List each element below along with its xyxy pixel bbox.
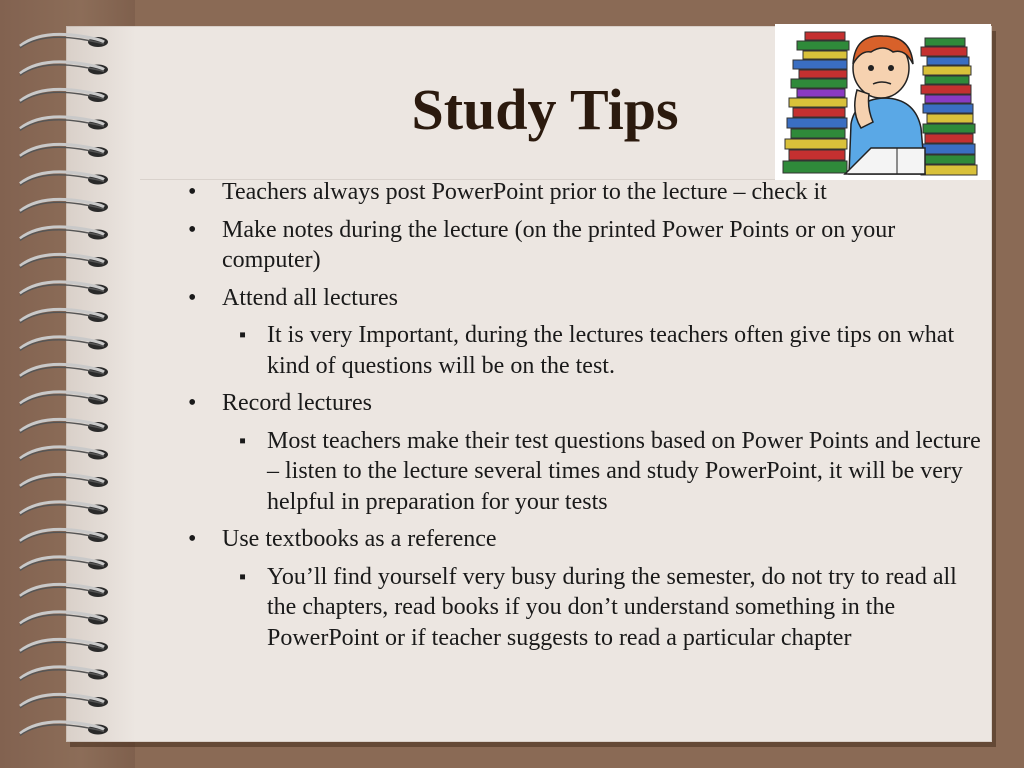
- spiral-ring-icon: [20, 529, 108, 543]
- spiral-ring-icon: [20, 722, 108, 736]
- student-icon: [845, 36, 925, 174]
- spiral-ring-icon: [20, 62, 108, 76]
- spiral-ring-icon: [20, 364, 108, 378]
- bullet-item: • Teachers always post PowerPoint prior to the lecture – check it: [186, 177, 986, 208]
- spiral-ring-icon: [20, 392, 108, 406]
- sub-bullet-item: ▪ You’ll find yourself very busy during the semester, do not try to read all the chapters, read books if you don’t understand something in the PowerPoint or if teacher suggests to read a particular chapter: [230, 562, 986, 654]
- spiral-ring-icon: [20, 254, 108, 268]
- spiral-ring-icon: [20, 694, 108, 708]
- slide-title: Study Tips: [411, 77, 679, 142]
- spiral-ring-icon: [20, 474, 108, 488]
- bullet-list: [186, 177, 986, 660]
- spiral-ring-icon: [20, 667, 108, 681]
- spiral-ring-icon: [20, 337, 108, 351]
- right-book-stack-icon: [921, 38, 977, 175]
- spiral-ring-icon: [20, 612, 108, 626]
- student-clipart: [775, 24, 991, 180]
- bullet-item: • Use textbooks as a reference: [186, 524, 986, 555]
- bullet-item: • Make notes during the lecture (on the printed Power Points or on your computer): [186, 215, 986, 276]
- spiral-ring-icon: [20, 502, 108, 516]
- spiral-ring-icon: [20, 34, 108, 48]
- spiral-ring-icon: [20, 89, 108, 103]
- bullet-item: • Attend all lectures: [186, 283, 986, 314]
- sub-bullet-item: ▪ Most teachers make their test questions based on Power Points and lecture – listen to the lecture several times and study PowerPoint, it will be very helpful in preparation for your tests: [230, 426, 986, 518]
- bullet-item: • Record lectures: [186, 388, 986, 419]
- spiral-ring-icon: [20, 584, 108, 598]
- spiral-ring-icon: [20, 419, 108, 433]
- left-book-stack-icon: [783, 32, 849, 173]
- sub-bullet-item: ▪ It is very Important, during the lectures teachers often give tips on what kind of questions will be on the test.: [230, 320, 986, 381]
- spiral-ring-icon: [20, 227, 108, 241]
- spiral-binding: [0, 0, 140, 768]
- spiral-ring-icon: [20, 282, 108, 296]
- spiral-ring-icon: [20, 172, 108, 186]
- spiral-ring-icon: [20, 447, 108, 461]
- spiral-ring-icon: [20, 117, 108, 131]
- spiral-ring-icon: [20, 557, 108, 571]
- spiral-ring-icon: [20, 639, 108, 653]
- spiral-ring-icon: [20, 199, 108, 213]
- spiral-ring-icon: [20, 309, 108, 323]
- spiral-ring-icon: [20, 144, 108, 158]
